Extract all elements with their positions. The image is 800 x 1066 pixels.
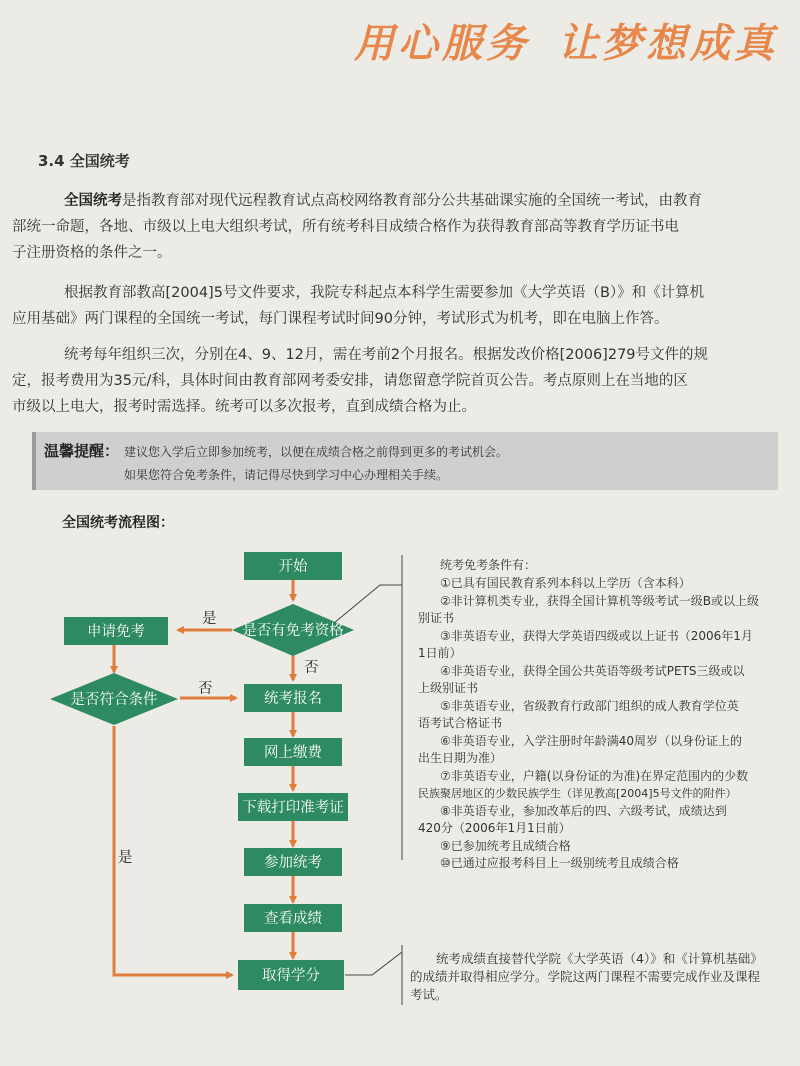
slogan-part-2: 让梦想成真: [558, 20, 778, 67]
box-apply-exempt: [64, 617, 168, 645]
conditions-list: [418, 575, 778, 873]
paragraph-1: 全国统考是指教育部对现代远程教育试点高校网络教育部分公共基础课实施的全国统一考试，由教育 部统一命题，各地、市级以上电大组织考试，所有统考科目成绩合格作为获得教育部高等教育学历证书电 子注册资格的条件之一。: [12, 193, 702, 261]
condition-item-8: ⑧非英语专业，参加改革后的四、六级考试，成绩达到: [440, 803, 727, 818]
label-no-exempt: 否: [304, 660, 319, 676]
label-no-qualified: 否: [198, 681, 213, 697]
box-attend: [244, 848, 342, 876]
tip-line-2: 如果您符合免考条件，请记得尽快到学习中心办理相关手续。: [124, 468, 449, 482]
condition-item-6: ⑥非英语专业，入学注册时年龄满40周岁（以身份证上的: [440, 733, 743, 748]
flow-title: 全国统考流程图：: [62, 515, 174, 531]
box-register-label: 统考报名: [264, 691, 322, 707]
condition-item-5: ⑤非英语专业，省级教育行政部门组织的成人教育学位英: [440, 698, 739, 713]
condition-item-5-cont: 语考试合格证书: [418, 716, 503, 730]
condition-item-4: ④非英语专业，获得全国公共英语等级考试PETS三级或以: [440, 663, 745, 678]
condition-item-2: ②非计算机类专业，获得全国计算机等级考试一级B或以上级: [440, 593, 759, 608]
section-title: 3.4 全国统考: [38, 152, 130, 170]
box-print: [238, 793, 348, 821]
condition-item-6-cont: 出生日期为准）: [418, 751, 503, 765]
term-bold: 全国统考: [64, 193, 122, 209]
box-attend-label: 参加统考: [264, 855, 322, 871]
result-note: 统考成绩直接替代学院《大学英语（4）》和《计算机基础》的成绩并取得相应学分。学院这两门课程不需要完成作业及课程考试。: [410, 951, 761, 1002]
condition-item-3: ③非英语专业，获得大学英语四级或以上证书（2006年1月: [440, 628, 753, 643]
box-register: [244, 684, 342, 712]
box-print-label: 下载打印准考证: [242, 800, 344, 816]
box-credit: [238, 960, 344, 990]
diamond-exempt-label: 是否有免考资格: [242, 623, 344, 639]
tip-title: 温馨提醒：: [44, 442, 120, 460]
paragraph-3: 统考每年组织三次，分别在4、9、12月，需在考前2个月报名。根据发改价格[2006]279号文件的规 定，报考费用为35元/科，具体时间由教育部网考委安排，请您留意学院首页公告。考点原则上在当地的区 市级以上电大，报考时需选择。统考可以多次报考，直到成绩合格为止。: [12, 347, 709, 415]
box-pay-label: 网上缴费: [264, 745, 322, 761]
box-start-label: 开始: [278, 559, 308, 575]
box-check: [244, 904, 342, 932]
condition-item-1: ①已具有国民教育系列本科以上学历（含本科）: [440, 576, 691, 590]
box-check-label: 查看成绩: [264, 911, 322, 927]
condition-item-7-cont: 民族聚居地区的少数民族学生（详见教高[2004]5号文件的附件）: [418, 787, 737, 800]
box-pay: [244, 738, 342, 766]
box-apply-exempt-label: 申请免考: [87, 624, 145, 640]
box-credit-label: 取得学分: [262, 968, 320, 984]
box-start: [244, 552, 342, 580]
condition-item-7: ⑦非英语专业，户籍(以身份证的为准)在界定范围内的少数: [440, 768, 749, 783]
condition-item-3-cont: 1日前）: [418, 646, 462, 660]
condition-item-2-cont: 别证书: [418, 611, 455, 625]
diamond-exempt: [232, 604, 354, 656]
condition-item-9: ⑨已参加统考且成绩合格: [440, 838, 571, 853]
tip-line-1: 建议您入学后立即参加统考，以便在成绩合格之前得到更多的考试机会。: [124, 445, 509, 459]
label-yes-exempt: 是: [202, 611, 217, 627]
diamond-qualified-label: 是否符合条件: [70, 692, 158, 708]
condition-item-4-cont: 上级别证书: [418, 681, 479, 695]
conditions-title: 统考免考条件有：: [440, 558, 537, 572]
diamond-qualified: [50, 673, 178, 725]
condition-item-10: ⑩已通过应报考科目上一级别统考且成绩合格: [440, 856, 679, 870]
label-yes-qualified: 是: [118, 850, 133, 866]
slogan-part-1: 用心服务: [354, 20, 530, 67]
paragraph-2: 根据教育部教高[2004]5号文件要求，我院专科起点本科学生需要参加《大学英语（B）》和《计算机 应用基础》两门课程的全国统一考试，每门课程考试时间90分钟，考试形式为机考，即在电脑上作答。: [12, 285, 705, 327]
condition-item-8-cont: 420分（2006年1月1日前）: [418, 821, 571, 835]
